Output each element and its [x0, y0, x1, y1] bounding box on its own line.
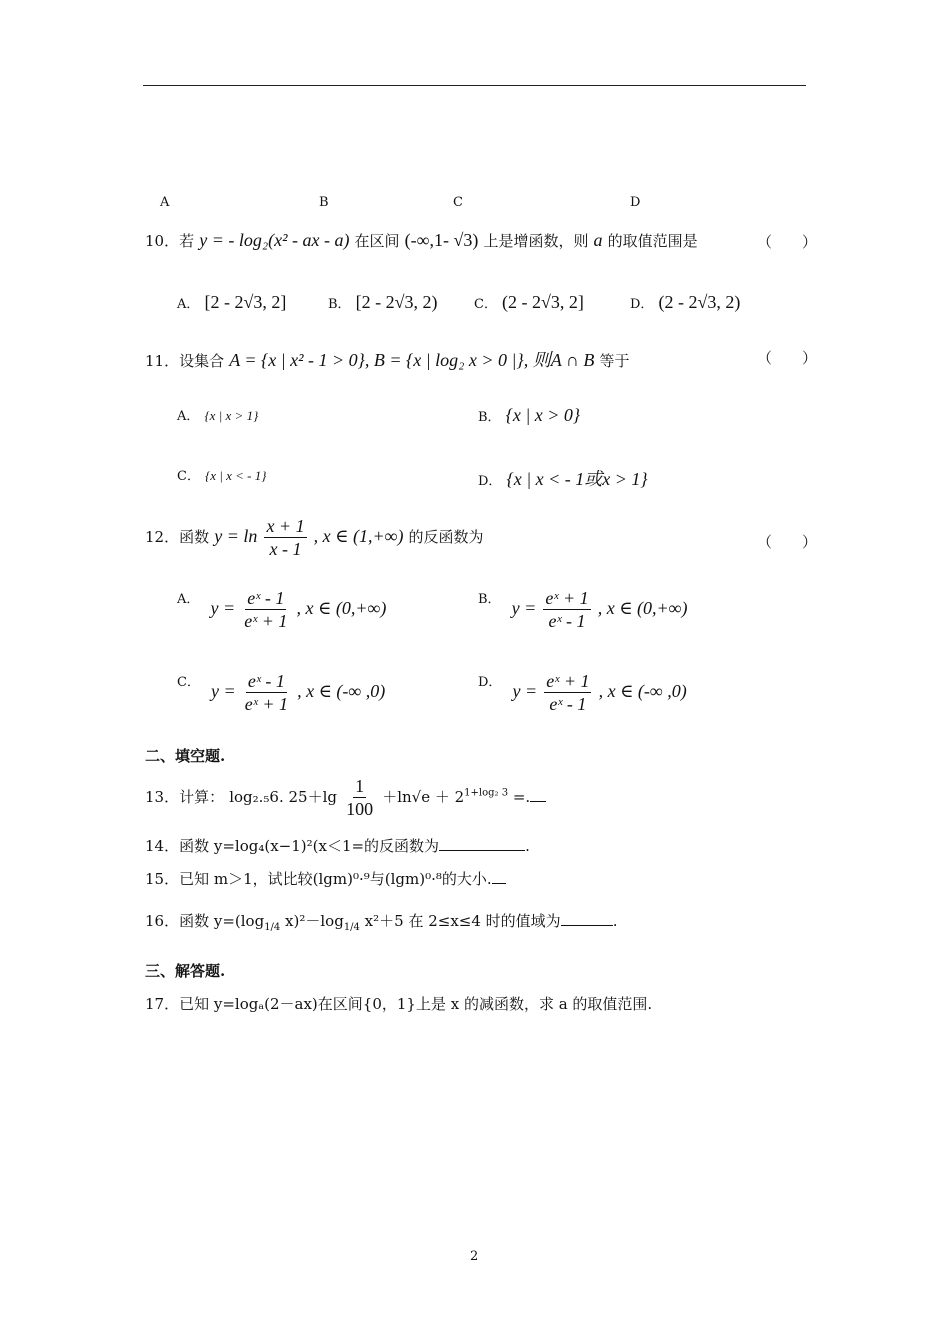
q10-answer-paren: （ ） — [757, 233, 818, 251]
q13-number: 13． — [145, 788, 180, 806]
q16-blank[interactable] — [561, 925, 613, 926]
q13-blank[interactable] — [530, 801, 546, 802]
q16-end: . — [612, 912, 618, 930]
q11-end: 等于 — [599, 352, 630, 370]
q14-end: . — [525, 837, 530, 855]
q12-domain: , x ∈ (1,+∞) — [313, 526, 404, 546]
q10-option-a-value: [2 - 2√3, 2] — [204, 292, 287, 312]
q12-option-d — [478, 671, 687, 714]
q12-fraction — [264, 516, 306, 559]
q12-option-b-domain: , x ∈ (0,+∞) — [597, 598, 688, 618]
q11-option-c — [177, 465, 266, 484]
q12-option-a-pre: y = — [210, 598, 236, 618]
q16-base-2: 1/4 — [343, 922, 360, 933]
q12-option-d-fraction — [544, 671, 591, 714]
choice-header-d: D — [630, 195, 641, 210]
q12-option-d-denominator: eˣ - 1 — [549, 694, 587, 714]
q13-part-a: log₂.₅6. 25＋lg — [229, 788, 337, 806]
q11-option-a — [177, 405, 258, 424]
q16-part-c: x²＋5 在 2≤x≤4 时的值域为 — [359, 912, 561, 930]
q14-text: 函数 y=log₄(x−1)²(x＜1=的反函数为 — [179, 837, 440, 855]
q17-number: 17． — [145, 995, 180, 1013]
q10-mid: 在区间 — [354, 232, 400, 250]
choice-header-b: B — [319, 195, 329, 210]
q12-option-a-label: A． — [177, 592, 200, 607]
q10-tail: 上是增函数，则 — [483, 232, 589, 250]
q15-number: 15． — [145, 870, 180, 888]
q14-number: 14． — [145, 837, 180, 855]
q11-answer-paren: （ ） — [757, 349, 818, 367]
q12-number: 12． — [145, 528, 180, 546]
q13-numerator: 1 — [355, 776, 365, 796]
question-15 — [145, 868, 506, 889]
q12-option-a-fraction — [242, 588, 289, 631]
q12-option-b-label: B． — [478, 592, 501, 607]
q11-option-a-label: A． — [177, 409, 200, 424]
q10-option-d — [630, 292, 740, 313]
q12-option-c-pre: y = — [211, 681, 236, 701]
q10-option-c — [474, 292, 584, 313]
q16-base-1: 1/4 — [264, 922, 281, 933]
q11-option-c-value: {x | x < - 1} — [205, 468, 267, 483]
q10-var: a — [593, 230, 603, 250]
q12-end: 的反函数为 — [408, 528, 484, 546]
q16-part-b: x)²－log — [280, 912, 344, 930]
q12-option-a-domain: , x ∈ (0,+∞) — [296, 598, 387, 618]
q12-option-b — [478, 588, 687, 631]
q15-text: 已知 m＞1，试比较(lgm)⁰·⁹与(lgm)⁰·⁸的大小. — [179, 870, 492, 888]
q16-part-a: 函数 y=(log — [179, 912, 265, 930]
q12-answer-paren: （ ） — [757, 533, 818, 551]
q14-blank[interactable] — [439, 850, 525, 851]
q12-func-pre: y = ln — [214, 526, 258, 546]
q12-denominator: x - 1 — [269, 539, 302, 559]
q10-option-a — [177, 292, 286, 313]
q11-number: 11． — [145, 352, 180, 370]
q12-lead: 函数 — [179, 528, 210, 546]
q10-interval: (-∞,1- √3) — [404, 230, 479, 250]
q12-option-a-numerator: eˣ - 1 — [247, 588, 285, 608]
q10-lead: 若 — [179, 232, 195, 250]
question-11 — [145, 346, 629, 372]
q11-option-d — [478, 465, 648, 491]
page-number: 2 — [470, 1249, 479, 1264]
q11-option-b — [478, 405, 580, 426]
q10-end: 的取值范围是 — [607, 232, 698, 250]
question-14 — [145, 835, 530, 856]
question-13 — [145, 776, 546, 819]
q10-option-b-label: B． — [328, 297, 351, 312]
q10-function: y = - log₂(x² - ax - a) — [199, 230, 350, 250]
q11-option-a-value: {x | x > 1} — [204, 408, 259, 423]
q12-option-d-label: D． — [478, 675, 502, 690]
q13-exponent: 1+log₂ 3 — [464, 787, 509, 799]
q13-part-b: ＋ln√e ＋ 2 — [382, 788, 465, 806]
q11-option-b-label: B． — [478, 410, 501, 425]
q12-option-d-pre: y = — [512, 681, 538, 701]
q10-number: 10． — [145, 232, 180, 250]
choice-header-c: C — [453, 195, 463, 210]
q12-option-c-numerator: eˣ - 1 — [247, 671, 285, 691]
q12-option-c-domain: , x ∈ (-∞ ,0) — [297, 681, 386, 701]
q10-option-d-value: (2 - 2√3, 2) — [658, 292, 741, 312]
section-2-heading: 二、填空题. — [145, 747, 226, 765]
q12-option-d-numerator: eˣ + 1 — [546, 671, 590, 691]
q12-option-c — [177, 671, 385, 714]
q12-option-a-denominator: eˣ + 1 — [244, 611, 288, 631]
q17-text: 已知 y=logₐ(2－ax)在区间{0，1}上是 x 的减函数，求 a 的取值范围. — [179, 995, 653, 1013]
section-3-heading: 三、解答题. — [145, 962, 226, 980]
q12-option-b-numerator: eˣ + 1 — [545, 588, 589, 608]
q10-option-b-value: [2 - 2√3, 2) — [355, 292, 438, 312]
q12-option-c-fraction — [243, 671, 290, 714]
q11-option-d-value: {x | x < - 1或x > 1} — [506, 469, 648, 489]
q12-option-a — [177, 588, 386, 631]
q10-option-a-label: A． — [177, 297, 200, 312]
q12-option-b-fraction — [543, 588, 590, 631]
choice-header-a: A — [160, 195, 170, 210]
q11-option-d-label: D． — [478, 474, 502, 489]
q10-option-d-label: D． — [630, 297, 654, 312]
q11-lead: 设集合 — [179, 352, 225, 370]
q15-blank[interactable] — [492, 883, 506, 884]
q11-option-b-value: {x | x > 0} — [505, 405, 581, 425]
q12-option-d-domain: , x ∈ (-∞ ,0) — [598, 681, 687, 701]
q12-option-c-denominator: eˣ + 1 — [244, 694, 288, 714]
q12-numerator: x + 1 — [266, 516, 305, 536]
q10-option-c-value: (2 - 2√3, 2] — [502, 292, 584, 312]
q12-option-b-pre: y = — [511, 598, 537, 618]
q11-option-c-label: C． — [177, 469, 200, 484]
q10-option-b — [328, 292, 438, 313]
q13-fraction — [344, 776, 375, 819]
question-12 — [145, 516, 484, 559]
q12-option-b-denominator: eˣ - 1 — [548, 611, 586, 631]
question-17 — [145, 993, 652, 1014]
q13-lead: 计算： — [179, 788, 225, 806]
header-rule — [143, 85, 806, 86]
question-16 — [145, 910, 617, 931]
q13-denominator: 100 — [346, 799, 374, 819]
question-10 — [145, 230, 698, 251]
q10-option-c-label: C． — [474, 297, 497, 312]
q12-option-c-label: C． — [177, 675, 200, 690]
q16-number: 16． — [145, 912, 180, 930]
q11-expression: A = {x | x² - 1 > 0}, B = {x | log₂ x > 0 |}, 则A ∩ B — [229, 350, 595, 370]
q13-part-c: =. — [508, 788, 531, 806]
